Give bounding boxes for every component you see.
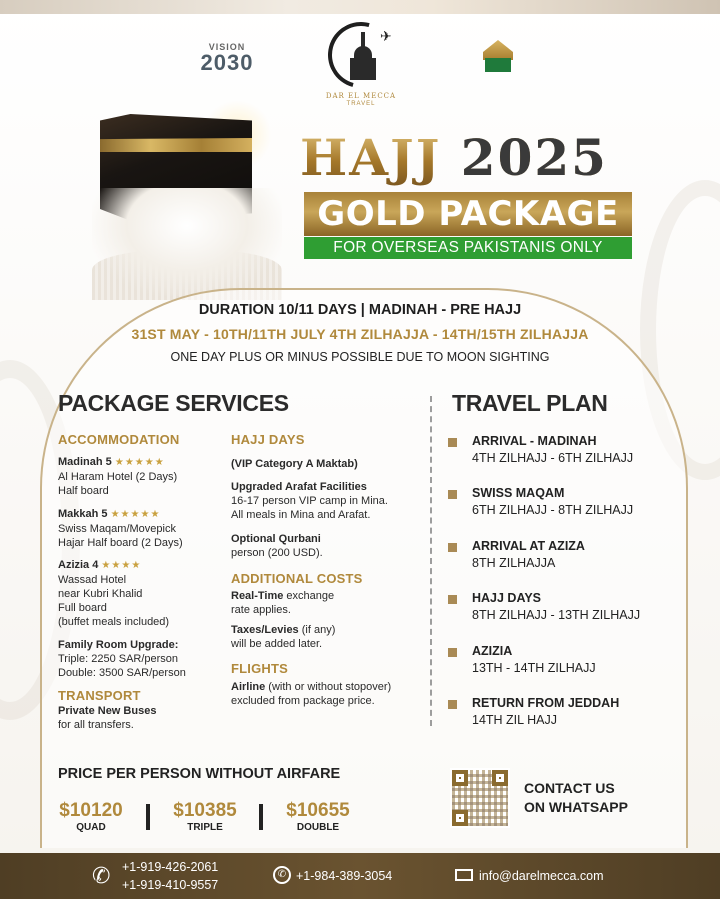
audience-text: FOR OVERSEAS PAKISTANIS ONLY bbox=[333, 239, 603, 256]
qurbani-line: person (200 USD). bbox=[231, 547, 323, 559]
star-icon: ★★★★ bbox=[101, 560, 142, 571]
price-double bbox=[273, 800, 363, 833]
email-address[interactable]: info@darelmecca.com bbox=[479, 869, 604, 883]
travel-plan-title: AZIZIA bbox=[472, 644, 513, 658]
vision-arabic-text bbox=[188, 74, 266, 81]
azizia-block bbox=[58, 558, 169, 629]
travel-plan-title: ARRIVAL - MADINAH bbox=[472, 434, 597, 448]
travel-plan-dates: 8TH ZILHAJJ - 13TH ZILHAJJ bbox=[472, 608, 641, 622]
exchange-title: Real-Time bbox=[231, 590, 284, 602]
brand-travel: TRAVEL bbox=[346, 101, 376, 107]
dar-el-mecca-logo bbox=[320, 18, 402, 118]
mail-icon bbox=[455, 869, 473, 881]
family-room-triple: Triple: 2250 SAR/person bbox=[58, 653, 179, 665]
makkah-block bbox=[58, 507, 183, 550]
price-label: DOUBLE bbox=[296, 822, 340, 833]
arafat-title: Upgraded Arafat Facilities bbox=[231, 481, 367, 493]
arafat-block bbox=[231, 480, 388, 522]
taxes-rest: (if any) bbox=[298, 624, 336, 636]
phone-number-1[interactable]: +1-919-426-2061 bbox=[122, 860, 219, 874]
taxes-title: Taxes/Levies bbox=[231, 624, 299, 636]
title-hajj: HAJJ bbox=[300, 128, 442, 187]
kaaba-image bbox=[92, 100, 282, 300]
airline-rest: (with or without stopover) bbox=[265, 681, 392, 693]
travel-plan-title: RETURN FROM JEDDAH bbox=[472, 696, 620, 710]
package-banner bbox=[304, 192, 632, 236]
price-separator bbox=[259, 804, 263, 830]
mosque-icon bbox=[350, 32, 376, 80]
contact-whatsapp-cta[interactable] bbox=[524, 779, 628, 817]
flights-heading: FLIGHTS bbox=[231, 661, 289, 676]
ministry-arabic-text bbox=[462, 78, 534, 85]
price-separator bbox=[146, 804, 150, 830]
ministry-emblem-icon bbox=[481, 40, 515, 74]
madinah-block bbox=[58, 455, 177, 498]
duration-text: DURATION 10/11 DAYS | MADINAH - PRE HAJJ bbox=[198, 302, 522, 318]
exchange-line2: rate applies. bbox=[231, 604, 291, 616]
vision-year bbox=[188, 52, 266, 74]
madinah-board: Half board bbox=[58, 485, 109, 497]
transport-block bbox=[58, 704, 156, 732]
taxes-line2: will be added later. bbox=[231, 638, 323, 650]
airplane-icon: ✈ bbox=[380, 28, 392, 44]
azizia-board: Full board bbox=[58, 602, 107, 614]
taxes-block bbox=[231, 623, 335, 651]
star-icon: ★★★★★ bbox=[114, 457, 165, 468]
airline-line2: excluded from package price. bbox=[231, 695, 375, 707]
exchange-rest: exchange bbox=[283, 590, 335, 602]
vision-2030-logo bbox=[188, 42, 266, 98]
brand-name: DAR EL MECCA bbox=[325, 92, 397, 100]
transport-line2: for all transfers. bbox=[58, 719, 134, 731]
top-strip bbox=[0, 0, 720, 14]
bullet-icon bbox=[448, 648, 457, 657]
madinah-hotel: Al Haram Hotel (2 Days) bbox=[58, 471, 178, 483]
makkah-hotel: Swiss Maqam/Movepick bbox=[58, 523, 176, 535]
travel-plan-dates: 14TH ZIL HAJJ bbox=[472, 713, 557, 727]
price-heading: PRICE PER PERSON WITHOUT AIRFARE bbox=[58, 766, 341, 782]
bullet-icon bbox=[448, 543, 457, 552]
flights-block bbox=[231, 680, 391, 708]
column-divider bbox=[430, 396, 432, 726]
bullet-icon bbox=[448, 700, 457, 709]
ministry-hajj-logo bbox=[462, 40, 534, 100]
price-value: $10120 bbox=[59, 800, 123, 821]
qurbani-title: Optional Qurbani bbox=[231, 533, 321, 545]
price-quad bbox=[46, 800, 136, 833]
moon-sighting-note: ONE DAY PLUS OR MINUS POSSIBLE DUE TO MOON SIGHTING bbox=[170, 350, 550, 364]
makkah-title: Makkah 5 bbox=[58, 508, 108, 520]
makkah-board: Hajar Half board (2 Days) bbox=[58, 537, 183, 549]
madinah-title: Madinah 5 bbox=[58, 456, 112, 468]
travel-plan-dates: 13TH - 14TH ZILHAJJ bbox=[472, 661, 596, 675]
dates-text: 31ST MAY - 10TH/11TH JULY 4TH ZILHAJJA - 14TH/15TH ZILHAJJA bbox=[131, 326, 589, 342]
bullet-icon bbox=[448, 595, 457, 604]
whatsapp-qr-code[interactable] bbox=[450, 768, 510, 828]
phone-icon: ✆ bbox=[92, 863, 111, 888]
price-value: $10655 bbox=[286, 800, 350, 821]
travel-plan-title: SWISS MAQAM bbox=[472, 486, 565, 500]
azizia-location: near Kubri Khalid bbox=[58, 588, 143, 600]
contact-line1: CONTACT US bbox=[524, 780, 615, 796]
hajj-days-heading: HAJJ DAYS bbox=[231, 432, 305, 447]
vision-label: VISION bbox=[208, 42, 246, 52]
price-label: TRIPLE bbox=[187, 822, 223, 833]
title-year: 2025 bbox=[460, 128, 608, 187]
package-services-heading: PACKAGE SERVICES bbox=[58, 390, 289, 416]
bullet-icon bbox=[448, 490, 457, 499]
qurbani-block bbox=[231, 532, 323, 560]
phone-number-2[interactable]: +1-919-410-9557 bbox=[122, 878, 219, 892]
contact-line2: ON WHATSAPP bbox=[524, 799, 628, 815]
travel-plan-dates: 6TH ZILHAJJ - 8TH ZILHAJJ bbox=[472, 503, 634, 517]
accommodation-heading: ACCOMMODATION bbox=[58, 432, 180, 447]
family-room-block bbox=[58, 638, 186, 680]
azizia-meals: (buffet meals included) bbox=[58, 616, 170, 628]
travel-plan-title: ARRIVAL AT AZIZA bbox=[472, 539, 585, 553]
travel-plan-heading: TRAVEL PLAN bbox=[452, 390, 608, 416]
arafat-line1: 16-17 person VIP camp in Mina. bbox=[231, 495, 388, 507]
price-value: $10385 bbox=[173, 800, 237, 821]
arafat-line2: All meals in Mina and Arafat. bbox=[231, 509, 371, 521]
whatsapp-icon: ✆ bbox=[273, 866, 291, 884]
travel-plan-dates: 8TH ZILHAJJA bbox=[472, 556, 556, 570]
package-title: GOLD PACKAGE bbox=[317, 194, 619, 234]
transport-line1: Private New Buses bbox=[58, 705, 157, 717]
page-title bbox=[300, 128, 640, 188]
bullet-icon bbox=[448, 438, 457, 447]
whatsapp-number[interactable]: +1-984-389-3054 bbox=[296, 869, 393, 883]
family-room-title: Family Room Upgrade: bbox=[58, 639, 179, 651]
star-icon: ★★★★★ bbox=[110, 509, 161, 520]
hajj-category-text: (VIP Category A Maktab) bbox=[231, 458, 358, 470]
exchange-block bbox=[231, 589, 334, 617]
travel-plan-title: HAJJ DAYS bbox=[472, 591, 542, 605]
footer-bar bbox=[0, 853, 720, 899]
additional-costs-heading: ADDITIONAL COSTS bbox=[231, 571, 363, 586]
price-triple bbox=[160, 800, 250, 833]
azizia-title: Azizia 4 bbox=[58, 559, 99, 571]
vision-year-text: 2030 bbox=[200, 50, 254, 75]
transport-heading: TRANSPORT bbox=[58, 688, 141, 703]
price-label: QUAD bbox=[76, 822, 106, 833]
azizia-hotel: Wassad Hotel bbox=[58, 574, 127, 586]
hajj-category bbox=[231, 457, 358, 471]
airline-title: Airline bbox=[231, 681, 266, 693]
travel-plan-dates: 4TH ZILHAJJ - 6TH ZILHAJJ bbox=[472, 451, 634, 465]
audience-banner bbox=[304, 237, 632, 259]
family-room-double: Double: 3500 SAR/person bbox=[58, 667, 186, 679]
